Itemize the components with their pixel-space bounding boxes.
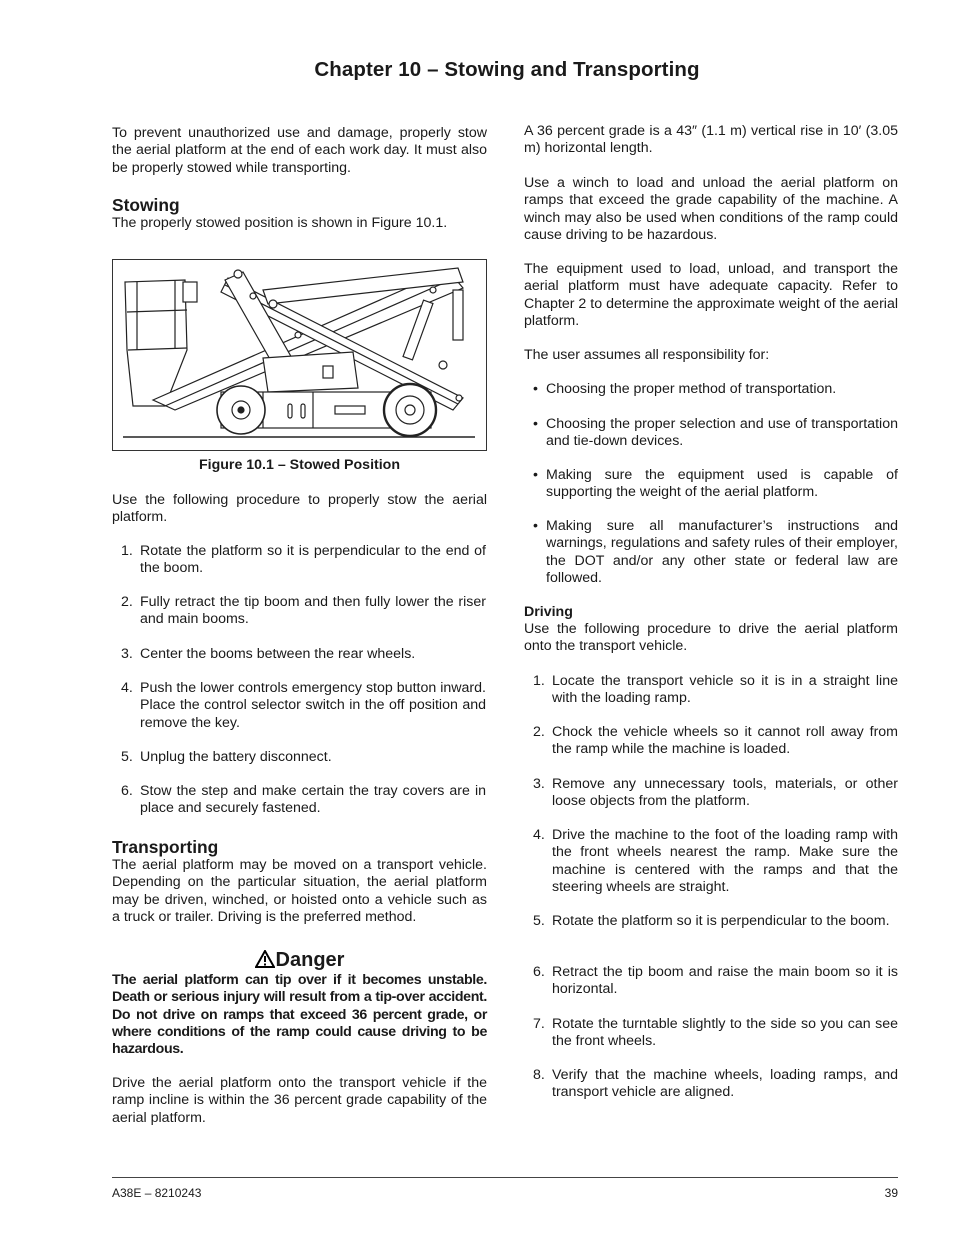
responsibility-bullet	[524, 518, 898, 588]
figure-caption: Figure 10.1 – Stowed Position	[198, 457, 401, 473]
bullet-text: Choosing the proper method of transportation.	[546, 381, 837, 397]
responsibility-bullet	[524, 381, 898, 399]
responsibility-intro: The user assumes all responsibility for:	[524, 347, 770, 363]
danger-heading	[112, 949, 487, 972]
drive-paragraph: Drive the aerial platform onto the transport vehicle if the ramp incline is within the 36 percent grade capability of the aerial platform.	[112, 1075, 487, 1126]
drive-step	[524, 673, 898, 708]
step-text: Drive the machine to the foot of the loading ramp with the front wheels nearest the ramp. Make sure the machine is centered with the ramps and that the steering wheels are straight.	[552, 827, 898, 895]
aerial-platform-illustration	[113, 260, 486, 450]
bullet-mark: •	[533, 381, 538, 397]
stow-step	[112, 646, 487, 664]
chapter-title: Chapter 10 – Stowing and Transporting	[314, 58, 700, 81]
stow-step	[112, 594, 487, 629]
grade-paragraph: A 36 percent grade is a 43″ (1.1 m) vertical rise in 10′ (3.05 m) horizontal length.	[524, 123, 898, 157]
step-text: Remove any unnecessary tools, materials, or other loose objects from the platform.	[552, 776, 898, 810]
intro-paragraph: To prevent unauthorized use and damage, properly stow the aerial platform at the end of each work day. It must also be properly stowed while transporting.	[112, 125, 487, 176]
step-number: 6.	[121, 783, 133, 799]
step-text: Rotate the platform so it is perpendicular to the boom.	[552, 913, 890, 929]
step-number: 8.	[533, 1067, 545, 1083]
footer-rule	[112, 1177, 898, 1178]
responsibility-bullet	[524, 416, 898, 451]
step-text: Rotate the platform so it is perpendicular to the end of the boom.	[140, 543, 486, 577]
drive-step	[524, 1067, 898, 1102]
procedure-intro: Use the following procedure to properly stow the aerial platform.	[112, 492, 487, 526]
step-text: Rotate the turntable slightly to the side so you can see the front wheels.	[552, 1016, 898, 1050]
footer-doc-id: A38E – 8210243	[112, 1186, 202, 1200]
stowing-heading: Stowing	[112, 195, 180, 215]
step-text: Push the lower controls emergency stop button inward. Place the control selector switch in the off position and remove the key.	[140, 680, 486, 731]
step-number: 5.	[121, 749, 133, 765]
step-number: 2.	[121, 594, 133, 610]
bullet-text: Choosing the proper selection and use of transportation and tie-down devices.	[546, 416, 898, 450]
stowing-text: The properly stowed position is shown in Figure 10.1.	[112, 215, 448, 231]
drive-step	[524, 1016, 898, 1051]
winch-paragraph: Use a winch to load and unload the aerial platform on ramps that exceed the grade capability of the machine. A winch may also be used when conditions of the ramp could cause driving to be hazardous.	[524, 175, 898, 243]
step-text: Unplug the battery disconnect.	[140, 749, 332, 765]
step-text: Chock the vehicle wheels so it cannot roll away from the ramp while the machine is loaded.	[552, 724, 898, 758]
danger-label: Danger	[275, 949, 345, 971]
step-number: 5.	[533, 913, 545, 929]
step-text: Locate the transport vehicle so it is in a straight line with the loading ramp.	[552, 673, 898, 707]
transporting-heading: Transporting	[112, 837, 219, 857]
transporting-text: The aerial platform may be moved on a transport vehicle. Depending on the particular situation, the aerial platform may be driven, winched, or hoisted onto a vehicle such as a truck or trailer. Driving is the preferred method.	[112, 857, 487, 925]
step-text: Verify that the machine wheels, loading ramps, and transport vehicle are aligned.	[552, 1067, 898, 1101]
step-number: 4.	[121, 680, 133, 696]
figure-stowed-position	[112, 259, 487, 451]
bullet-mark: •	[533, 518, 538, 534]
step-number: 3.	[533, 776, 545, 792]
bullet-mark: •	[533, 416, 538, 432]
driving-heading: Driving	[524, 604, 573, 620]
step-text: Stow the step and make certain the tray covers are in place and securely fastened.	[140, 783, 486, 817]
stow-step	[112, 749, 487, 767]
page-number: 39	[884, 1186, 898, 1200]
step-number: 1.	[121, 543, 133, 559]
warning-triangle-icon	[255, 950, 275, 968]
equipment-paragraph: The equipment used to load, unload, and transport the aerial platform must have adequate capacity. Refer to Chapter 2 to determine the approximate weight of the aerial platform.	[524, 261, 898, 329]
stow-step	[112, 680, 487, 732]
drive-step	[524, 964, 898, 999]
drive-step	[524, 913, 898, 948]
step-number: 6.	[533, 964, 545, 980]
drive-step	[524, 776, 898, 811]
drive-step	[524, 724, 898, 759]
responsibility-bullet	[524, 467, 898, 502]
step-text: Fully retract the tip boom and then fully lower the riser and main booms.	[140, 594, 486, 628]
step-number: 3.	[121, 646, 133, 662]
step-number: 1.	[533, 673, 545, 689]
bullet-mark: •	[533, 467, 538, 483]
step-text: Center the booms between the rear wheels.	[140, 646, 416, 662]
danger-text: The aerial platform can tip over if it becomes unstable. Death or serious injury will result from a tip-over accident. Do not drive on ramps that exceed 36 percent grade, or where conditions of the ramp could cause driving to be hazardous.	[112, 972, 487, 1058]
stow-step	[112, 783, 487, 818]
drive-step	[524, 827, 898, 897]
step-text: Retract the tip boom and raise the main boom so it is horizontal.	[552, 964, 898, 998]
stow-step	[112, 543, 487, 578]
step-number: 7.	[533, 1016, 545, 1032]
step-number: 4.	[533, 827, 545, 843]
bullet-text: Making sure the equipment used is capable of supporting the weight of the aerial platform.	[546, 467, 898, 501]
step-number: 2.	[533, 724, 545, 740]
bullet-text: Making sure all manufacturer’s instructions and warnings, regulations and safety rules of their employer, the DOT and/or any other state or federal law are followed.	[546, 518, 898, 586]
driving-text: Use the following procedure to drive the aerial platform onto the transport vehicle.	[524, 621, 898, 655]
